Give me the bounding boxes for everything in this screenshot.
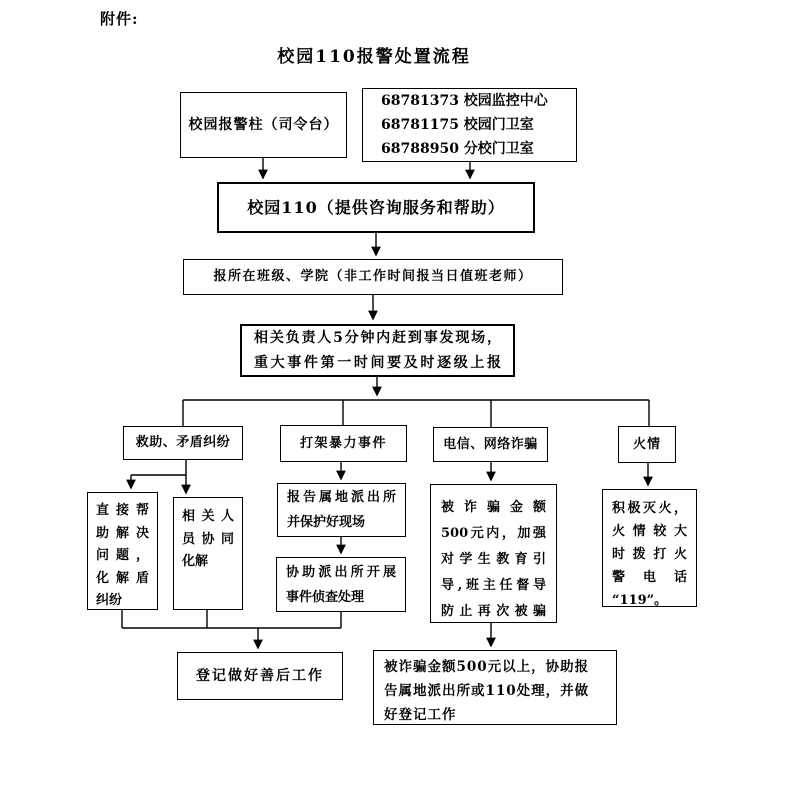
node-assist-police — [276, 557, 406, 612]
node-category-fraud — [433, 427, 548, 462]
fraud-over500-line: 告属地派出所或110处理，并做 — [384, 682, 590, 699]
assist-police-line: 协助派出所开展 — [286, 564, 396, 580]
report-police-line: 并保护好现场 — [287, 515, 366, 530]
node-category-fraud-label: 电信、网络诈骗 — [443, 436, 538, 452]
node-report-class — [183, 259, 563, 295]
phone-line: 68781373 校园监控中心 — [381, 93, 548, 109]
fire-response-line: 时拨打火 — [612, 547, 687, 562]
direct-help-line: 纠纷 — [96, 593, 123, 608]
fraud-under500-line: 对学生教育引 — [441, 552, 546, 567]
node-fraud-over500 — [373, 650, 617, 725]
related-persons-line: 化解 — [182, 554, 209, 569]
node-category-fight — [280, 425, 407, 462]
node-category-rescue-label: 救助、矛盾纠纷 — [135, 435, 231, 451]
node-alarm-post — [180, 92, 347, 158]
node-related-persons — [173, 497, 243, 610]
node-direct-help — [87, 492, 158, 610]
node-register-aftermath — [177, 652, 343, 700]
related-persons-line: 员协同 — [182, 531, 234, 547]
fire-response-line: 积极灭火， — [612, 501, 687, 516]
fraud-under500-line: 导,班主任督导 — [441, 578, 546, 593]
node-responsible — [240, 324, 515, 377]
fire-response-line: “119”。 — [612, 593, 668, 608]
direct-help-line: 直接帮 — [96, 503, 149, 518]
fraud-over500-line: 好登记工作 — [384, 706, 457, 723]
node-category-fight-label: 打架暴力事件 — [299, 435, 387, 451]
node-campus110-label: 校园110（提供咨询服务和帮助） — [247, 197, 505, 217]
related-persons-line: 相关人 — [182, 509, 234, 524]
node-alarm-post-label: 校园报警柱（司令台） — [188, 116, 339, 133]
node-register-label: 登记做好善后工作 — [196, 667, 324, 684]
responsible-line: 相关负责人5分钟内赶到事发现场， — [254, 329, 501, 346]
node-category-fire-label: 火情 — [632, 436, 661, 452]
phone-line: 68781175 校园门卫室 — [381, 117, 534, 133]
node-category-fire — [618, 426, 676, 463]
node-category-rescue — [123, 426, 243, 460]
responsible-line: 重大事件第一时间要及时逐级上报 — [254, 354, 501, 371]
assist-police-line: 事件侦查处理 — [286, 589, 365, 605]
direct-help-line: 问题， — [96, 548, 149, 563]
attachment-label: 附件: — [100, 10, 139, 28]
fraud-under500-line: 被诈骗金额 — [441, 500, 546, 515]
node-report-class-label: 报所在班级、学院（非工作时间报当日值班老师） — [213, 269, 533, 285]
fraud-under500-line: 防止再次被骗 — [441, 604, 546, 619]
direct-help-line: 助解决 — [96, 525, 149, 541]
phone-line: 68788950 分校门卫室 — [381, 141, 534, 157]
report-police-line: 报告属地派出所 — [287, 490, 396, 505]
fraud-over500-line: 被诈骗金额500元以上，协助报 — [384, 658, 590, 675]
node-fire-response — [602, 489, 697, 607]
node-report-police — [277, 483, 406, 537]
fire-response-line: 火情较大 — [612, 524, 687, 539]
page-title: 校园110报警处置流程 — [277, 47, 471, 67]
node-phone-list — [362, 88, 577, 162]
direct-help-line: 化解盾 — [96, 570, 149, 586]
node-campus110 — [217, 182, 535, 233]
node-fraud-under500 — [430, 484, 557, 623]
fire-response-line: 警电话 — [612, 570, 687, 585]
fraud-under500-line: 500元内，加强 — [441, 526, 546, 541]
